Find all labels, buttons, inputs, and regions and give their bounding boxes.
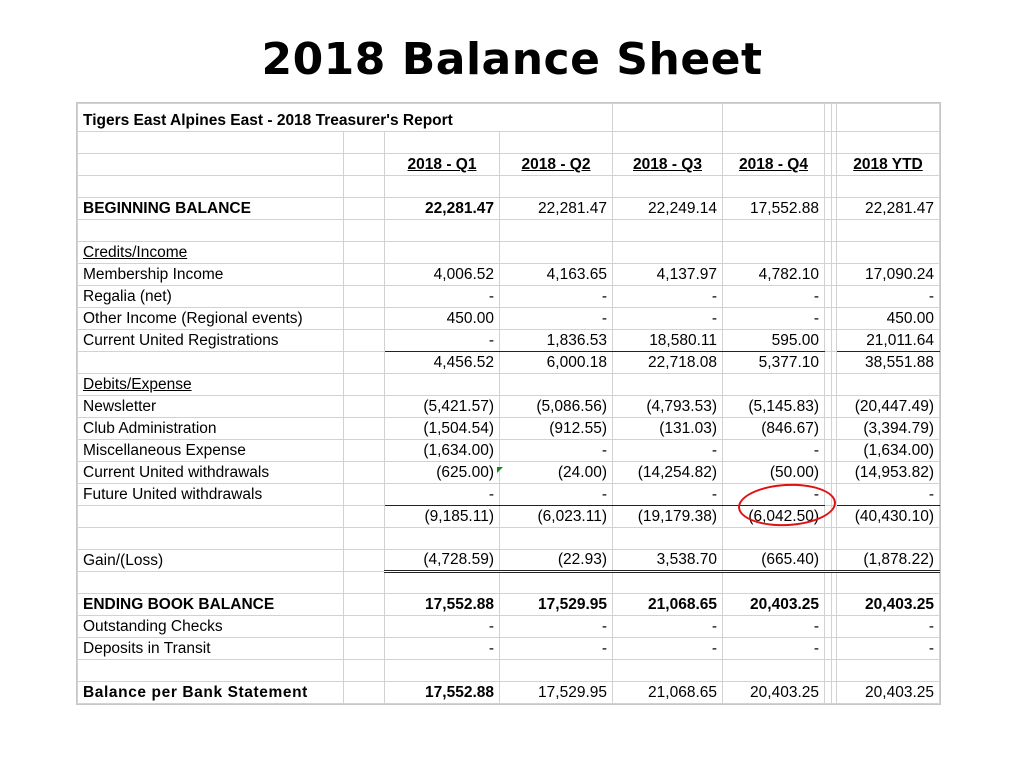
value-cell: (1,634.00) [385, 440, 500, 462]
value-cell: 20,403.25 [723, 682, 825, 704]
value-cell: - [837, 286, 940, 308]
value-cell: - [613, 638, 723, 660]
value-cell: (5,086.56) [500, 396, 613, 418]
row-label: Deposits in Transit [78, 638, 344, 660]
value-cell: 21,011.64 [837, 330, 940, 352]
total-cell: 38,551.88 [837, 352, 940, 374]
credit-row [78, 330, 940, 352]
row-label: BEGINNING BALANCE [78, 198, 344, 220]
value-cell: 20,403.25 [837, 682, 940, 704]
debits-heading-row [78, 374, 940, 396]
report-title: Tigers East Alpines East - 2018 Treasurer's Report [78, 104, 613, 132]
deposits-in-transit-row [78, 638, 940, 660]
row-label: Newsletter [78, 396, 344, 418]
value-cell: 22,281.47 [837, 198, 940, 220]
value-cell: - [385, 330, 500, 352]
bank-balance-row [78, 682, 940, 704]
total-cell: (6,023.11) [500, 506, 613, 528]
row-label: Future United withdrawals [78, 484, 344, 506]
value-cell: (14,953.82) [837, 462, 940, 484]
spacer-row [78, 660, 940, 682]
outstanding-checks-row [78, 616, 940, 638]
total-cell: (40,430.10) [837, 506, 940, 528]
row-label: Membership Income [78, 264, 344, 286]
value-cell: 4,137.97 [613, 264, 723, 286]
row-label: ENDING BOOK BALANCE [78, 594, 344, 616]
value-cell: - [613, 440, 723, 462]
total-cell: 22,718.08 [613, 352, 723, 374]
total-cell: 4,456.52 [385, 352, 500, 374]
value-cell: (131.03) [613, 418, 723, 440]
debit-row [78, 396, 940, 418]
value-cell: (665.40) [723, 550, 825, 572]
value-cell: (1,878.22) [837, 550, 940, 572]
value-cell: 4,782.10 [723, 264, 825, 286]
row-label: Current United Registrations [78, 330, 344, 352]
row-label: Regalia (net) [78, 286, 344, 308]
spacer-row [78, 176, 940, 198]
value-cell: 595.00 [723, 330, 825, 352]
credits-heading-row [78, 242, 940, 264]
value-cell: - [385, 484, 500, 506]
total-cell: 6,000.18 [500, 352, 613, 374]
value-cell: (1,634.00) [837, 440, 940, 462]
value-cell: - [385, 286, 500, 308]
value-cell: 17,529.95 [500, 594, 613, 616]
value-cell: - [500, 638, 613, 660]
ending-book-balance-row [78, 594, 940, 616]
debit-row [78, 462, 940, 484]
value-cell: - [385, 638, 500, 660]
value-cell: (50.00) [723, 462, 825, 484]
value-cell: (5,145.83) [723, 396, 825, 418]
value-cell: 1,836.53 [500, 330, 613, 352]
header-ytd: 2018 YTD [837, 154, 940, 176]
value-cell: 18,580.11 [613, 330, 723, 352]
value-cell: 3,538.70 [613, 550, 723, 572]
value-cell: 17,529.95 [500, 682, 613, 704]
credit-row [78, 264, 940, 286]
value-cell: (4,728.59) [385, 550, 500, 572]
section-heading: Debits/Expense [78, 374, 344, 396]
slide-title: 2018 Balance Sheet [261, 34, 763, 85]
value-cell: (20,447.49) [837, 396, 940, 418]
header-q4: 2018 - Q4 [723, 154, 825, 176]
value-cell: - [723, 440, 825, 462]
treasurer-report-sheet [76, 102, 941, 705]
comment-indicator-icon [497, 467, 503, 473]
report-title-row [78, 104, 940, 132]
credit-row [78, 308, 940, 330]
value-cell: 20,403.25 [837, 594, 940, 616]
value-cell: - [613, 308, 723, 330]
value-cell: 17,552.88 [385, 594, 500, 616]
value-cell: (24.00) [500, 462, 613, 484]
value-cell: - [500, 484, 613, 506]
total-cell: (19,179.38) [613, 506, 723, 528]
value-cell: (1,504.54) [385, 418, 500, 440]
value-cell: (846.67) [723, 418, 825, 440]
value-cell: 22,281.47 [500, 198, 613, 220]
credits-total-row [78, 352, 940, 374]
value-cell: 450.00 [837, 308, 940, 330]
value-cell: 22,249.14 [613, 198, 723, 220]
total-cell: (6,042.50) [723, 506, 825, 528]
value-cell: - [723, 616, 825, 638]
spacer-row [78, 528, 940, 550]
value-cell: - [613, 286, 723, 308]
spacer-row [78, 220, 940, 242]
value-cell: 17,090.24 [837, 264, 940, 286]
value-cell: 450.00 [385, 308, 500, 330]
value-cell: - [500, 616, 613, 638]
value-cell: 17,552.88 [385, 682, 500, 704]
value-cell: 17,552.88 [723, 198, 825, 220]
value-cell: - [500, 286, 613, 308]
value-cell: 4,163.65 [500, 264, 613, 286]
total-cell: 5,377.10 [723, 352, 825, 374]
value-cell: (22.93) [500, 550, 613, 572]
report-table [77, 103, 940, 704]
row-label: Other Income (Regional events) [78, 308, 344, 330]
header-q2: 2018 - Q2 [500, 154, 613, 176]
value-cell: - [837, 638, 940, 660]
column-header-row [78, 154, 940, 176]
row-label: Gain/(Loss) [78, 550, 344, 572]
value-cell: - [723, 308, 825, 330]
row-label: Balance per Bank Statement [78, 682, 344, 704]
value-cell: - [723, 638, 825, 660]
value-cell: 22,281.47 [385, 198, 500, 220]
value-cell: - [723, 484, 825, 506]
value-cell: - [613, 616, 723, 638]
section-heading: Credits/Income [78, 242, 344, 264]
value-cell: (4,793.53) [613, 396, 723, 418]
value-cell: - [837, 616, 940, 638]
credit-row [78, 286, 940, 308]
total-cell: (9,185.11) [385, 506, 500, 528]
spacer-row [78, 572, 940, 594]
value-cell: - [837, 484, 940, 506]
value-cell: 21,068.65 [613, 682, 723, 704]
value-cell: (14,254.82) [613, 462, 723, 484]
row-label: Miscellaneous Expense [78, 440, 344, 462]
debit-row [78, 440, 940, 462]
value-cell: (5,421.57) [385, 396, 500, 418]
spacer-row [78, 132, 940, 154]
value-cell: 4,006.52 [385, 264, 500, 286]
beginning-balance-row [78, 198, 940, 220]
value-cell: - [385, 616, 500, 638]
value-cell: (912.55) [500, 418, 613, 440]
value-cell: (625.00) [385, 462, 500, 484]
debit-row [78, 418, 940, 440]
value-cell: - [613, 484, 723, 506]
header-q3: 2018 - Q3 [613, 154, 723, 176]
value-cell: (3,394.79) [837, 418, 940, 440]
value-cell: 20,403.25 [723, 594, 825, 616]
value-cell: - [723, 286, 825, 308]
header-q1: 2018 - Q1 [385, 154, 500, 176]
row-label: Club Administration [78, 418, 344, 440]
gain-loss-row [78, 550, 940, 572]
row-label: Current United withdrawals [78, 462, 344, 484]
value-cell: 21,068.65 [613, 594, 723, 616]
value-cell: - [500, 440, 613, 462]
row-label: Outstanding Checks [78, 616, 344, 638]
value-cell: - [500, 308, 613, 330]
